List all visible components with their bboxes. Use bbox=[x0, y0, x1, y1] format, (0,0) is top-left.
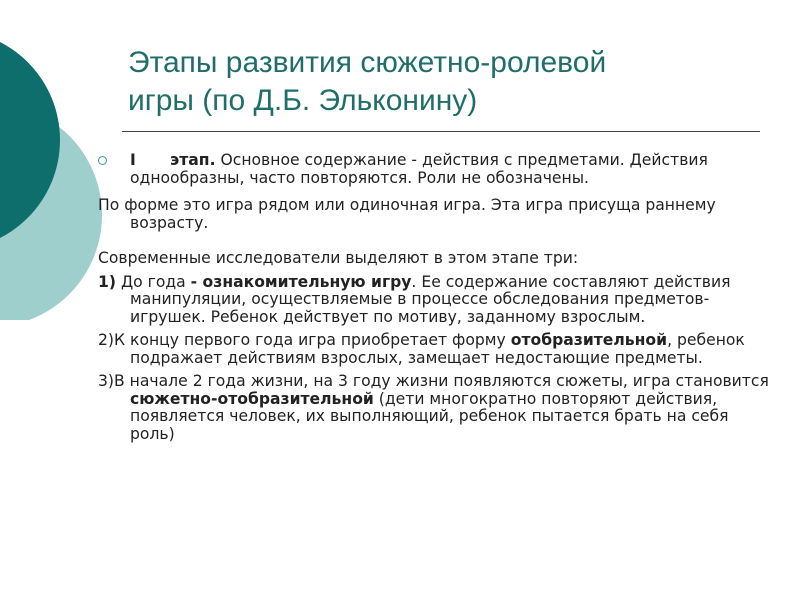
decorative-circles bbox=[0, 0, 110, 320]
item-3-pre: 3)В начале 2 года жизни, на 3 году жизни появляются сюжеты, игра становится bbox=[98, 372, 769, 390]
title-line-2: игры (по Д.Б. Эльконину) bbox=[128, 84, 478, 117]
slide-title bbox=[128, 44, 768, 120]
list-item-3 bbox=[98, 373, 778, 443]
item-1-post: . Ее содержание составляют действия манипуляции, осуществляемые в процессе обследования предметов-игрушек. Ребенок действует по мотиву, заданному взрослым. bbox=[130, 272, 731, 326]
slide-body bbox=[98, 152, 778, 443]
paragraph-form: По форме это игра рядом или одиночная игра. Эта игра присуща раннему возрасту. bbox=[98, 196, 716, 232]
paragraph-modern: Современные исследователи выделяют в этом этапе три: bbox=[98, 249, 579, 267]
stage-text: Основное содержание - действия с предметами. Действия однообразны, часто повторяются. Роли не обозначены. bbox=[130, 151, 708, 187]
item-2-bold: отобразительной bbox=[510, 331, 668, 349]
list-item-1 bbox=[98, 274, 778, 327]
item-1-number: 1) bbox=[98, 272, 116, 291]
item-2-pre: 2)К концу первого года игра приобретает форму bbox=[98, 331, 511, 349]
stage-label: этап. bbox=[170, 151, 216, 169]
stage-bullet-item bbox=[98, 152, 778, 187]
item-3-bold: сюжетно-отобразительной bbox=[130, 389, 374, 408]
hollow-circle-icon bbox=[98, 156, 107, 165]
title-divider bbox=[122, 131, 760, 132]
item-2-post: , ребенок подражает действиям взрослых, замещает недостающие предметы. bbox=[130, 331, 745, 367]
item-1-bold: - ознакомительную игру bbox=[190, 272, 412, 291]
item-1-pre: До года bbox=[115, 272, 191, 291]
title-line-1: Этапы развития сюжетно-ролевой bbox=[128, 46, 607, 79]
list-item-2 bbox=[98, 332, 778, 367]
stage-number: I bbox=[130, 151, 136, 169]
item-3-post: (дети многократно повторяют действия, появляется человек, их выполняющий, ребенок пытается брать на себя роль) bbox=[130, 389, 729, 443]
